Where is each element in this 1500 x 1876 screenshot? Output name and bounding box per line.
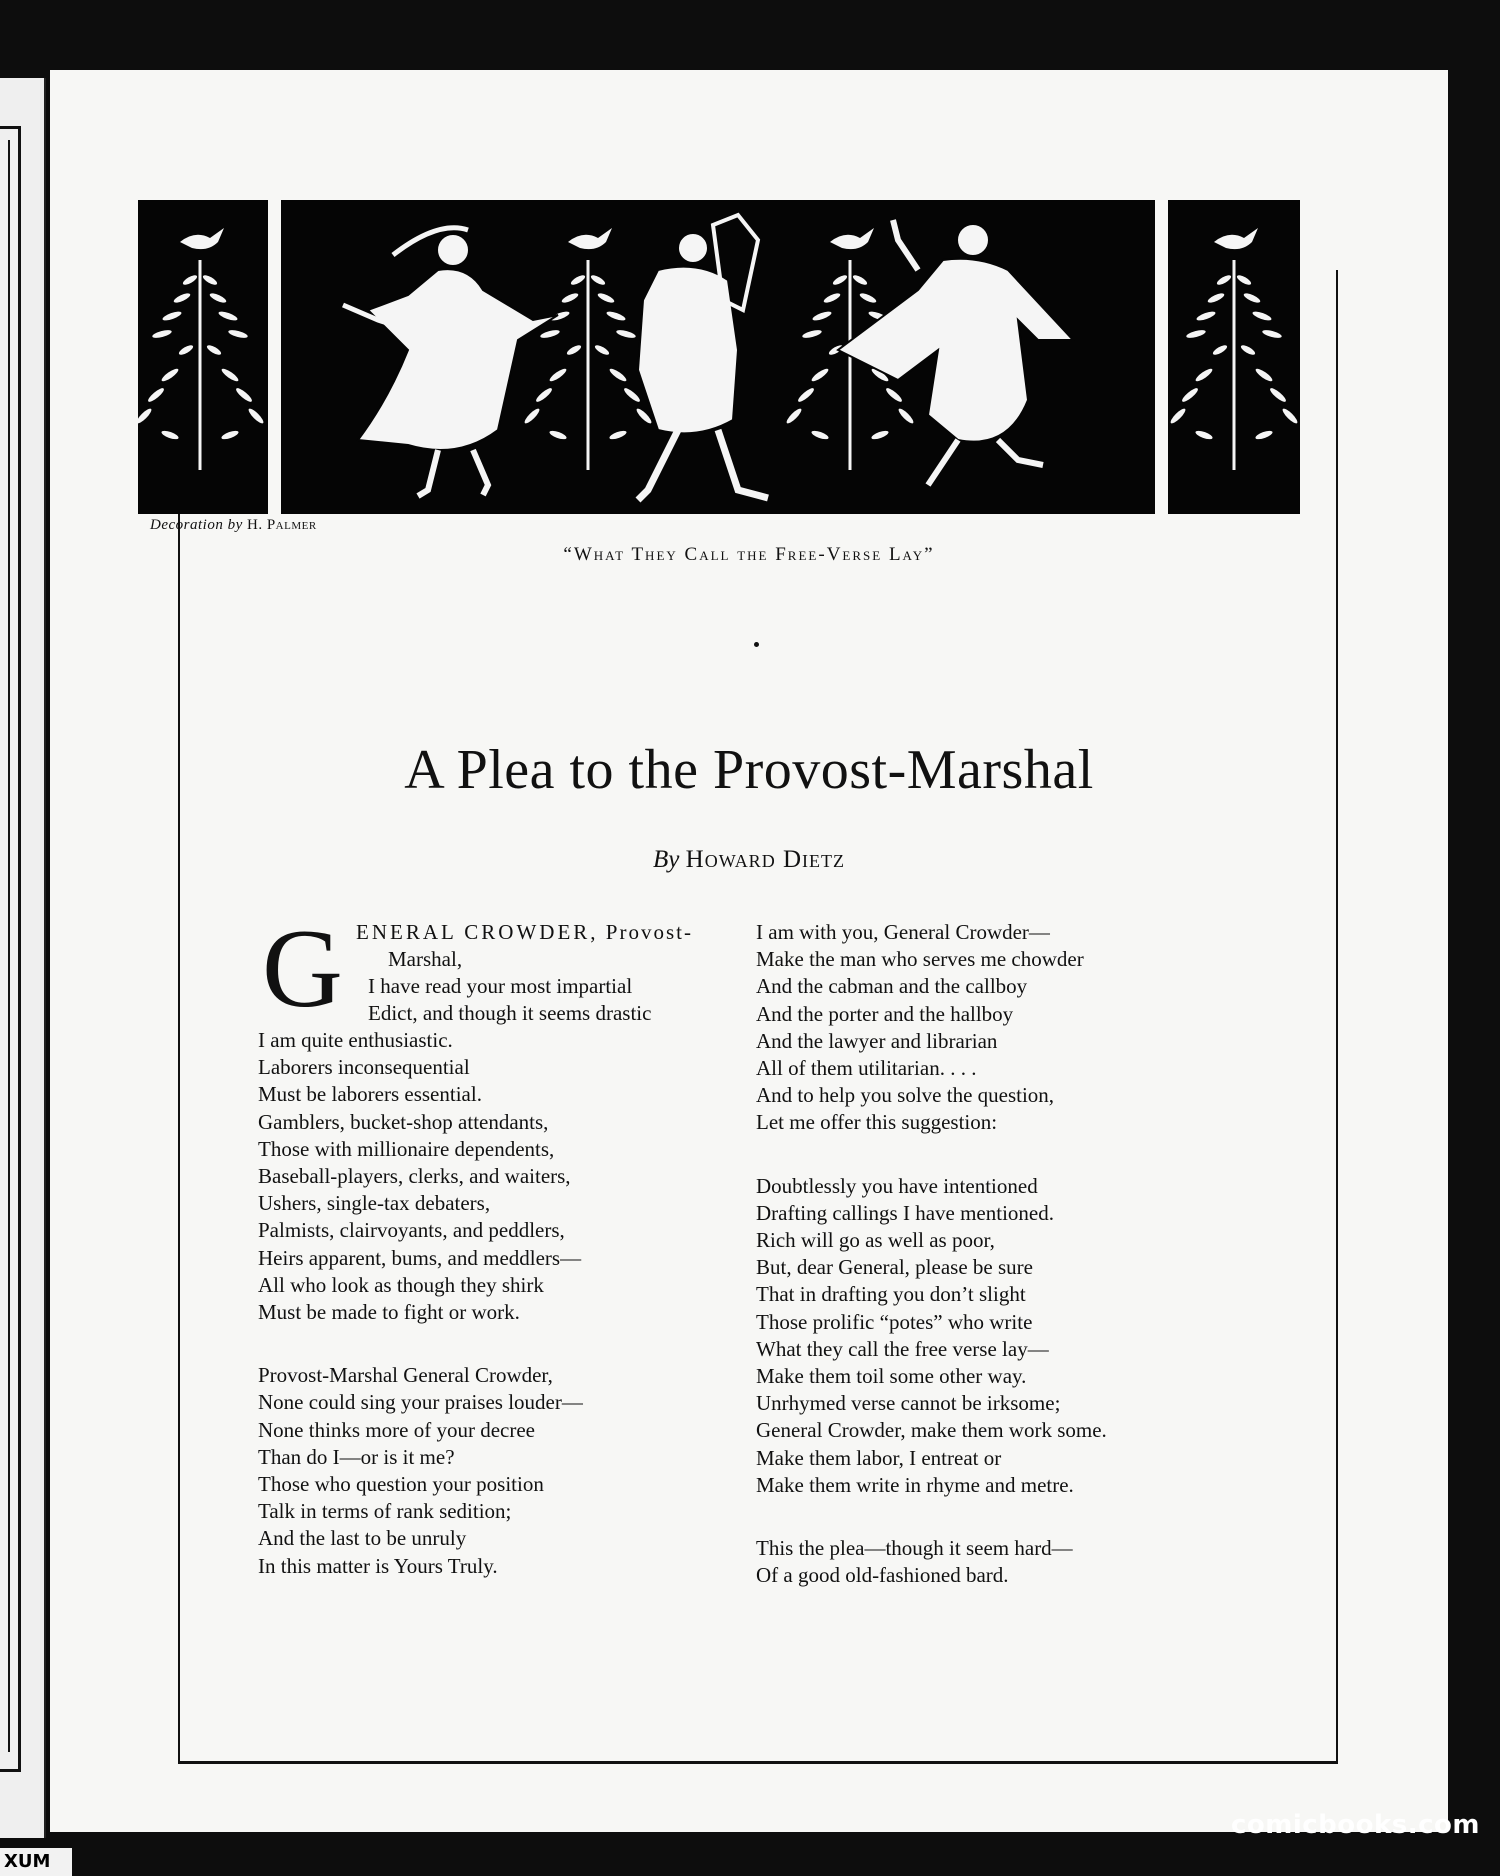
byline-by: By	[653, 846, 680, 873]
adjacent-page-rule-inner	[0, 140, 10, 1752]
ornament-dot	[754, 642, 759, 647]
poem-line: And the last to be unruly	[258, 1526, 467, 1551]
byline	[50, 846, 1448, 874]
credit-prefix: Decoration	[150, 517, 224, 533]
stanza-5	[756, 1535, 1236, 1589]
poem-line: Must be made to fight or work.	[258, 1300, 520, 1325]
poem-line: Rich will go as well as poor,	[756, 1228, 995, 1253]
stanza-2	[258, 1362, 780, 1580]
poem-line: Make the man who serves me chowder	[756, 947, 1084, 972]
stanza-4	[756, 1173, 1236, 1499]
poem-line: What they call the free verse lay—	[756, 1336, 1049, 1361]
opening-stanza	[258, 907, 780, 1031]
magazine-page	[50, 70, 1448, 1832]
poem-line: But, dear General, please be sure	[756, 1255, 1033, 1280]
drop-cap: G	[262, 907, 343, 1031]
poem-line: Let me offer this suggestion:	[756, 1110, 998, 1135]
article-title: A Plea to the Provost-Marshal	[404, 739, 1094, 801]
poem-line: And the lawyer and librarian	[756, 1028, 998, 1053]
illustration-credit	[150, 517, 317, 534]
poem-line: Talk in terms of rank sedition;	[258, 1499, 512, 1524]
credit-by: by	[227, 517, 243, 533]
stanza-1-rest	[258, 1027, 780, 1326]
poem-line: General Crowder, make them work some.	[756, 1418, 1107, 1443]
byline-author: Howard Dietz	[685, 846, 845, 873]
poem-line-caps: ENERAL CROWDER,	[356, 920, 599, 944]
adjacent-page-edge	[0, 78, 46, 1838]
poem-line: Those who question your position	[258, 1472, 544, 1497]
poem-line: And to help you solve the question,	[756, 1083, 1055, 1108]
poem-column-right	[756, 919, 1236, 1589]
poem-line: Those prolific “potes” who write	[756, 1309, 1033, 1334]
poem-line: Make them toil some other way.	[756, 1364, 1027, 1389]
illustration-caption: “What They Call the Free-Verse Lay”	[563, 544, 935, 565]
poem-line	[356, 919, 693, 946]
poem-line: Provost-Marshal General Crowder,	[258, 1363, 553, 1388]
poem-line: In this matter is Yours Truly.	[258, 1553, 498, 1578]
poem-line: Must be laborers essential.	[258, 1082, 482, 1107]
poem-line: Those with millionaire dependents,	[258, 1136, 555, 1161]
poem-line-text: Edict, and though it seems drastic	[368, 1001, 652, 1025]
poem-line: Marshal,	[388, 947, 463, 971]
poem-line: Than do I—or is it me?	[258, 1444, 455, 1469]
poem-line: Laborers inconsequential	[258, 1055, 470, 1080]
poem-line: Of a good old-fashioned bard.	[756, 1563, 1009, 1588]
stanza-3	[756, 919, 1236, 1137]
poem-line: Make them write in rhyme and metre.	[756, 1472, 1074, 1497]
poem-line: Unrhymed verse cannot be irksome;	[756, 1391, 1061, 1416]
poem-line: Doubtlessly you have intentioned	[756, 1173, 1038, 1198]
poem-line: Palmists, clairvoyants, and peddlers,	[258, 1218, 565, 1243]
stanza-gap	[756, 1137, 1236, 1173]
poem-line: And the porter and the hallboy	[756, 1001, 1014, 1026]
poem-line	[368, 1000, 776, 1027]
poem-line-rest: Provost-	[598, 920, 693, 944]
poem-line-text: I have read your most impartial	[368, 974, 633, 998]
poem-line: And the cabman and the callboy	[756, 974, 1028, 999]
decorative-frieze	[138, 200, 1300, 515]
poem-line: Drafting callings I have mentioned.	[756, 1200, 1054, 1225]
credit-artist: H. Palmer	[247, 517, 317, 533]
watermark-logo: comicbooks.com	[1230, 1810, 1480, 1840]
poem-line: Make them labor, I entreat or	[756, 1445, 1002, 1470]
poem-line: Gamblers, bucket-shop attendants,	[258, 1109, 549, 1134]
poem-line	[368, 973, 776, 1000]
poem-line: None thinks more of your decree	[258, 1417, 535, 1442]
poem-line: Heirs apparent, bums, and meddlers—	[258, 1245, 582, 1270]
poem-line: I am with you, General Crowder—	[756, 920, 1050, 944]
poem-line: That in drafting you don’t slight	[756, 1282, 1026, 1307]
stanza-gap	[258, 1326, 780, 1362]
poem-line: This the plea—though it seem hard—	[756, 1536, 1073, 1561]
poem-line: All of them utilitarian. . . .	[756, 1056, 977, 1081]
poem-line: All who look as though they shirk	[258, 1272, 544, 1297]
stanza-gap	[756, 1499, 1236, 1535]
poem-line: None could sing your praises louder—	[258, 1390, 583, 1415]
poem-line: I am quite enthusiastic.	[258, 1028, 453, 1052]
poem-line: Ushers, single-tax debaters,	[258, 1191, 491, 1216]
poem-column-left	[258, 907, 780, 1580]
poem-line: Baseball-players, clerks, and waiters,	[258, 1164, 571, 1189]
corner-tag: XUM	[0, 1848, 72, 1876]
